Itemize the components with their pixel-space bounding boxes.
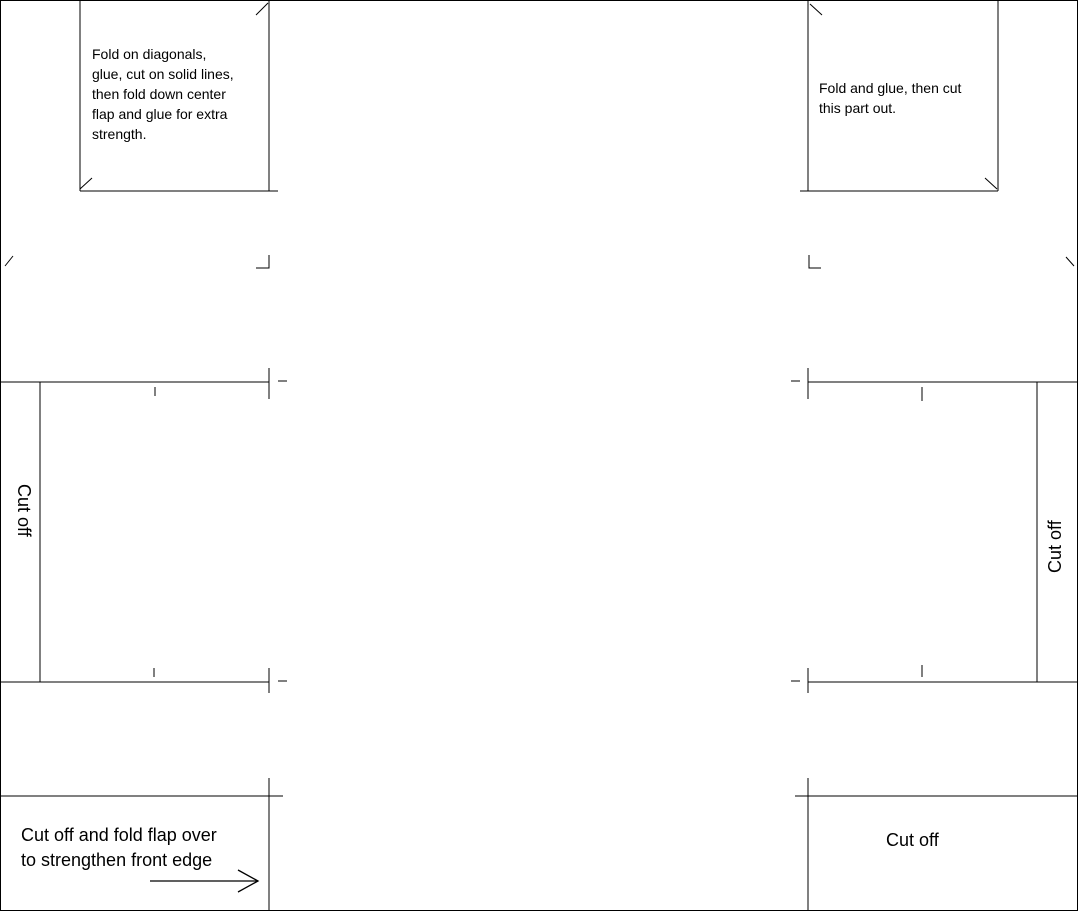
arrow-right-icon	[150, 870, 258, 892]
bottom-left-instructions: Cut off and fold flap over to strengthen front edge	[21, 825, 217, 870]
top-left-instructions: Fold on diagonals, glue, cut on solid lines, then fold down center flap and glue for extra strength.	[92, 46, 234, 142]
bottom-right-label: Cut off	[886, 830, 939, 850]
right-side-label: Cut off	[1045, 520, 1065, 573]
corner-mark-left	[256, 255, 269, 268]
diag-mark-tr-1	[810, 4, 822, 15]
diag-mark-left	[5, 256, 13, 266]
left-side-label: Cut off	[14, 484, 34, 537]
diag-mark-tl-1	[256, 3, 268, 15]
diag-mark-right	[1066, 257, 1074, 266]
top-right-instructions: Fold and glue, then cut this part out.	[819, 80, 962, 116]
diag-mark-tl-2	[80, 178, 92, 189]
corner-mark-right	[809, 255, 821, 268]
diag-mark-tr-2	[985, 178, 997, 189]
